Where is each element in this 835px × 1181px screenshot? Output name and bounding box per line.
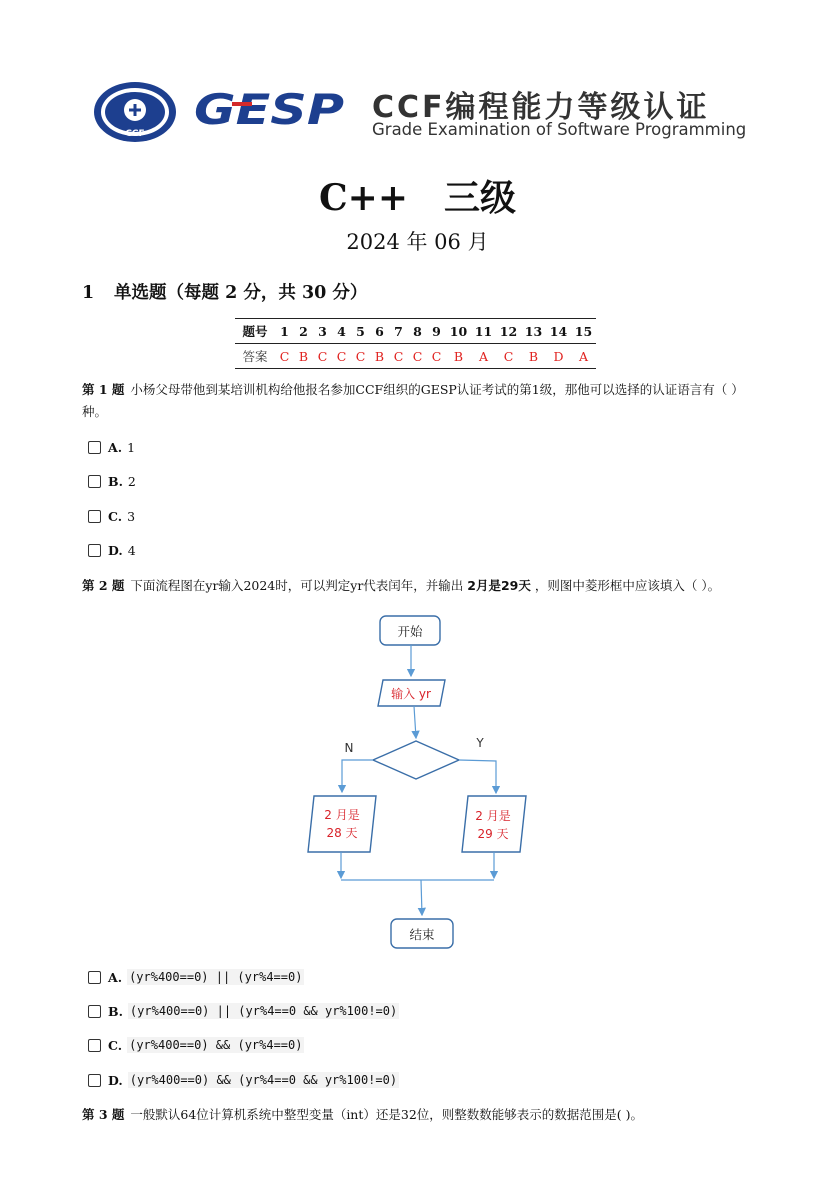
question-number-cell: 14 (546, 319, 571, 344)
flow-no-label: N (344, 741, 354, 755)
checkbox-icon[interactable] (88, 544, 101, 557)
question-2-option-a[interactable] (88, 969, 304, 985)
flow-end-label: 结束 (409, 927, 435, 942)
answer-cell: C (355, 348, 366, 364)
question-1-option-a[interactable] (88, 440, 135, 455)
question-number-cell: 2 (294, 319, 313, 344)
question-2-option-c[interactable] (88, 1037, 304, 1053)
flow-arrow (421, 880, 422, 915)
answer-table-header-label: 题号 (235, 319, 275, 344)
svg-text:CCF: CCF (125, 129, 145, 139)
answer-table-header-row (235, 319, 596, 344)
option-letter: A. (108, 440, 123, 455)
checkbox-icon[interactable] (88, 475, 101, 488)
answer-table (235, 318, 596, 369)
answer-cell: A (478, 348, 489, 364)
question-number-cell: 13 (521, 319, 546, 344)
question-2-stem-b: ，则图中菱形框中应该填入（ ）。 (534, 578, 721, 593)
checkbox-icon[interactable] (88, 441, 101, 454)
answer-cell: C (393, 348, 404, 364)
flow-yes-label: Y (476, 736, 484, 750)
option-letter: D. (108, 543, 123, 558)
document-title: C++ 三级 (319, 177, 516, 219)
option-letter: D. (108, 1072, 123, 1088)
question-2-stem-a: 下面流程图在yr输入2024时，可以判定yr代表闰年，并输出 (130, 578, 464, 593)
section-title: 单选题（每题 2 分，共 30 分） (114, 283, 368, 303)
flow-output-29-node (462, 796, 526, 852)
section-number: 1 (82, 283, 95, 303)
flow-output-28-line2: 28 天 (326, 826, 358, 840)
certification-title: CCF编程能力等级认证 (372, 90, 710, 125)
flow-output-28-line1: 2 月是 (324, 808, 360, 822)
question-number-cell: 3 (313, 319, 332, 344)
flow-decision-diamond (373, 741, 459, 779)
answer-cell: B (298, 348, 309, 364)
flow-output-29-line1: 2 月是 (475, 809, 511, 823)
question-number-cell: 5 (351, 319, 370, 344)
page-header (92, 78, 752, 148)
question-number-cell: 8 (408, 319, 427, 344)
option-text: 1 (127, 440, 136, 455)
document-date: 2024 年 06 月 (346, 230, 489, 254)
option-text: 3 (127, 509, 136, 524)
flow-output-28-node (308, 796, 376, 852)
answer-cell: B (453, 348, 464, 364)
question-1-stem: 小杨父母带他到某培训机构给他报名参加CCF组织的GESP认证考试的第1级，那他可以选择的认证语言有（ ）种。 (82, 382, 744, 419)
section-heading (82, 279, 367, 304)
answer-cell: B (528, 348, 539, 364)
option-letter: C. (108, 509, 123, 524)
option-text: 2 (127, 474, 136, 489)
question-3-label: 第 3 题 (82, 1107, 125, 1122)
question-number-cell: 7 (389, 319, 408, 344)
option-letter: B. (108, 474, 123, 489)
option-letter: C. (108, 1037, 123, 1053)
question-2-option-b[interactable] (88, 1003, 399, 1019)
question-number-cell: 12 (496, 319, 521, 344)
question-number-cell: 4 (332, 319, 351, 344)
option-letter: A. (108, 969, 123, 985)
checkbox-icon[interactable] (88, 1039, 101, 1052)
question-3-stem: 一般默认64位计算机系统中整型变量（int）还是32位，则整数数能够表示的数据范围是( )。 (130, 1107, 644, 1122)
checkbox-icon[interactable] (88, 1005, 101, 1018)
gesp-logo-text: GESP (194, 86, 345, 132)
question-2-label: 第 2 题 (82, 578, 125, 593)
flow-arrow (342, 760, 373, 792)
question-number-cell: 15 (571, 319, 596, 344)
flow-start-label: 开始 (397, 624, 423, 639)
leap-year-flowchart (290, 610, 550, 955)
answer-cell: D (553, 348, 564, 364)
option-code: (yr%400==0) || (yr%4==0) (129, 970, 303, 984)
question-number-cell: 9 (427, 319, 446, 344)
option-code: (yr%400==0) && (yr%4==0 && yr%100!=0) (129, 1073, 398, 1087)
option-code: (yr%400==0) && (yr%4==0) (129, 1038, 303, 1052)
checkbox-icon[interactable] (88, 971, 101, 984)
flow-output-29-line2: 29 天 (477, 827, 509, 841)
answer-cell: C (279, 348, 290, 364)
question-1-label: 第 1 题 (82, 382, 125, 397)
question-1-option-b[interactable] (88, 474, 136, 489)
checkbox-icon[interactable] (88, 510, 101, 523)
question-number-cell: 1 (275, 319, 294, 344)
question-2-stem-bold: 2月是29天 (467, 578, 531, 593)
answer-cell: C (336, 348, 347, 364)
checkbox-icon[interactable] (88, 1074, 101, 1087)
question-1-option-c[interactable] (88, 509, 135, 524)
answer-cell: A (578, 348, 589, 364)
answer-cell: C (412, 348, 423, 364)
gesp-logo (192, 86, 352, 132)
flow-input-label: 输入 yr (391, 687, 431, 701)
question-2-text (82, 575, 752, 597)
ccf-seal-logo (92, 80, 178, 144)
option-letter: B. (108, 1003, 123, 1019)
question-2-option-d[interactable] (88, 1072, 399, 1088)
flow-arrow (414, 706, 416, 738)
question-number-cell: 6 (370, 319, 389, 344)
certification-subtitle: Grade Examination of Software Programming (372, 120, 747, 139)
question-number-cell: 10 (446, 319, 471, 344)
answer-cell: C (431, 348, 442, 364)
question-1-option-d[interactable] (88, 543, 136, 558)
answer-cell: B (374, 348, 385, 364)
answer-cell: C (503, 348, 514, 364)
flow-arrow (459, 760, 496, 793)
option-text: 4 (127, 543, 136, 558)
question-number-cell: 11 (471, 319, 496, 344)
answer-cell: C (317, 348, 328, 364)
answer-table-answer-label: 答案 (242, 349, 268, 364)
option-code: (yr%400==0) || (yr%4==0 && yr%100!=0) (129, 1004, 398, 1018)
question-1-text (82, 379, 752, 423)
question-3-text (82, 1104, 752, 1126)
answer-table-answer-row (235, 344, 596, 369)
